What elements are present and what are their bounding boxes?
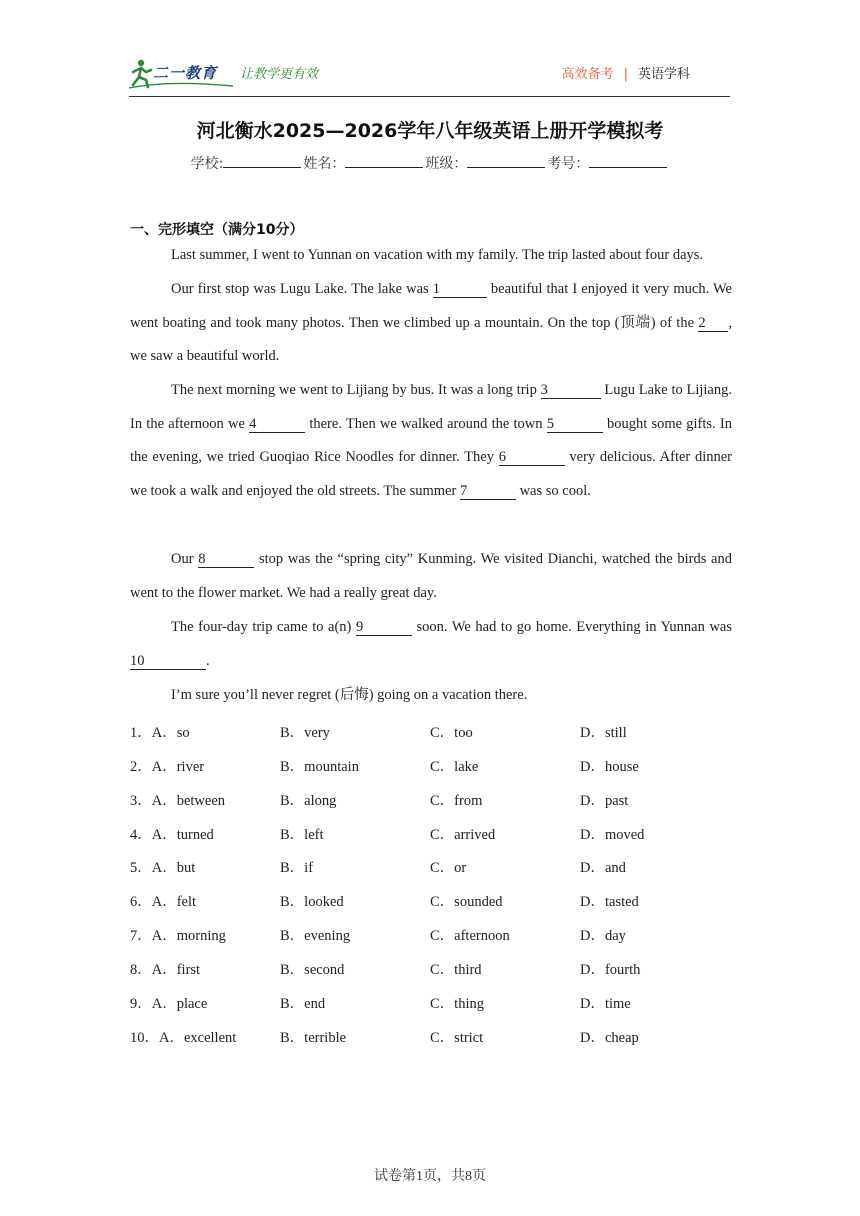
option-row (130, 984, 732, 1018)
passage-text: was so cool. (515, 483, 591, 500)
header-divider (129, 96, 730, 97)
option-row (130, 882, 732, 916)
option-c[interactable]: C．thing (430, 995, 484, 1012)
option-a[interactable]: 1．A．so (130, 725, 190, 741)
name-blank[interactable] (345, 155, 423, 168)
option-d[interactable]: D．tasted (580, 894, 639, 911)
header-tag: 高效备考 (561, 67, 614, 82)
option-b[interactable]: B．along (280, 792, 337, 809)
option-d[interactable]: D．cheap (580, 1029, 639, 1046)
option-a[interactable]: 3．A．between (130, 792, 226, 809)
blank-10[interactable]: 10 (130, 653, 206, 670)
passage-text: , we saw a beautiful world. (130, 314, 732, 365)
option-a[interactable]: 8．A．first (130, 961, 201, 978)
option-b[interactable]: B．very (280, 725, 330, 741)
slogan: 让教学更有效 (240, 67, 319, 82)
passage-text: there. Then we walked around the town (305, 415, 547, 432)
option-d[interactable]: D．fourth (580, 961, 641, 978)
header-subject-label: 英语学科 (637, 67, 690, 82)
passage-text: soon. We had to go home. Everything in Yunnan was (411, 619, 732, 635)
blank-3[interactable]: 3 (541, 382, 601, 399)
option-b[interactable]: B．evening (280, 928, 351, 945)
option-d[interactable]: D．day (580, 928, 626, 945)
blank-8[interactable]: 8 (198, 551, 254, 568)
page-title: 河北衡水2025—2026学年八年级英语上册开学模拟考 (196, 120, 664, 142)
class-label: 班级： (425, 156, 468, 172)
passage-paragraph-1 (130, 239, 732, 273)
option-b[interactable]: B．left (280, 826, 324, 843)
passage-text: bought some gifts. In the evening, we tried Guoqiao Rice Noodles for dinner. They (130, 415, 732, 466)
passage-text: very delicious. After dinner we took a walk and enjoyed the old streets. The summer (130, 449, 732, 500)
blank-2[interactable]: 2 (698, 315, 728, 332)
blank-5[interactable]: 5 (547, 416, 603, 433)
option-d[interactable]: D．and (580, 860, 626, 877)
option-a[interactable]: 6．A．felt (130, 894, 197, 911)
passage-paragraph-6 (130, 679, 732, 713)
option-c[interactable]: C．from (430, 792, 483, 809)
logo-text: 二一教育 (153, 64, 218, 82)
option-row (130, 747, 732, 781)
passage-text: The four-day trip came to a(n) (171, 619, 356, 635)
passage-text: Our (171, 551, 199, 567)
passage-text: The next morning we went to Lijiang by bus. It was a long trip (171, 382, 541, 398)
option-a[interactable]: 5．A．but (130, 860, 196, 877)
option-d[interactable]: D．past (580, 792, 629, 809)
option-a[interactable]: 4．A．turned (130, 826, 214, 843)
option-d[interactable]: D．time (580, 995, 631, 1012)
number-blank[interactable] (589, 155, 667, 168)
number-label: 考号： (547, 156, 590, 172)
passage-paragraph-4 (130, 543, 732, 610)
class-blank[interactable] (467, 155, 545, 168)
option-a[interactable]: 7．A．morning (130, 928, 226, 945)
blank-7[interactable]: 7 (460, 483, 516, 500)
option-d[interactable]: D．still (580, 725, 627, 741)
option-b[interactable]: B．second (280, 961, 345, 978)
option-b[interactable]: B．end (280, 995, 326, 1012)
option-b[interactable]: B．if (280, 860, 314, 877)
option-row (130, 916, 732, 950)
option-c[interactable]: C．or (430, 860, 467, 877)
passage-text: I’m sure you’ll never regret (后悔) going on a vacation there. (171, 687, 528, 703)
option-row (130, 781, 732, 815)
passage-text: Lugu Lake to Lijiang. In the afternoon we (130, 382, 732, 432)
passage-text: Last summer, I went to Yunnan on vacation with my family. The trip lasted about four days. (171, 247, 704, 263)
page-footer: 试卷第1页，共8页 (374, 1169, 486, 1184)
option-c[interactable]: C．arrived (430, 826, 496, 843)
passage-text: . (206, 652, 210, 669)
options-list (130, 713, 732, 1051)
option-row (130, 848, 732, 882)
option-a[interactable]: 2．A．river (130, 758, 205, 775)
header-subject (562, 63, 690, 82)
option-c[interactable]: C．third (430, 961, 482, 978)
passage-text: stop was the “spring city” Kunming. We visited Dianchi, watched the birds and went to the flower market. We had a really great day. (130, 551, 732, 601)
option-row (130, 815, 732, 849)
blank-1[interactable]: 1 (433, 281, 487, 298)
name-label: 姓名： (303, 156, 346, 172)
blank-6[interactable]: 6 (499, 449, 565, 466)
blank-9[interactable]: 9 (356, 619, 412, 636)
student-info (0, 153, 860, 173)
option-b[interactable]: B．mountain (280, 758, 359, 775)
option-row (130, 950, 732, 984)
passage-paragraph-3 (130, 374, 732, 509)
option-c[interactable]: C．too (430, 725, 473, 741)
option-a[interactable]: 10．A．excellent (130, 1029, 237, 1046)
blank-4[interactable]: 4 (249, 416, 305, 433)
passage-text: Our first stop was Lugu Lake. The lake was (171, 281, 433, 297)
option-c[interactable]: C．lake (430, 758, 479, 775)
header-separator: | (623, 67, 628, 82)
school-label: 学校: (190, 156, 224, 172)
option-a[interactable]: 9．A．place (130, 995, 208, 1012)
passage-text: beautiful that I enjoyed it very much. We went boating and took many photos. Then we climbed up a mountain. On the top (顶端) of the (130, 281, 732, 331)
passage-paragraph-5 (130, 611, 732, 678)
option-d[interactable]: D．house (580, 758, 639, 775)
page-header (129, 56, 730, 96)
option-b[interactable]: B．looked (280, 894, 344, 911)
school-blank[interactable] (223, 155, 301, 168)
option-d[interactable]: D．moved (580, 826, 645, 843)
section-heading: 一、完形填空（满分10分） (130, 222, 304, 238)
option-c[interactable]: C．strict (430, 1029, 484, 1046)
passage-paragraph-2 (130, 273, 732, 374)
option-b[interactable]: B．terrible (280, 1029, 347, 1046)
option-row (130, 1018, 732, 1052)
option-c[interactable]: C．sounded (430, 894, 503, 911)
option-c[interactable]: C．afternoon (430, 928, 510, 945)
option-row (130, 713, 732, 747)
